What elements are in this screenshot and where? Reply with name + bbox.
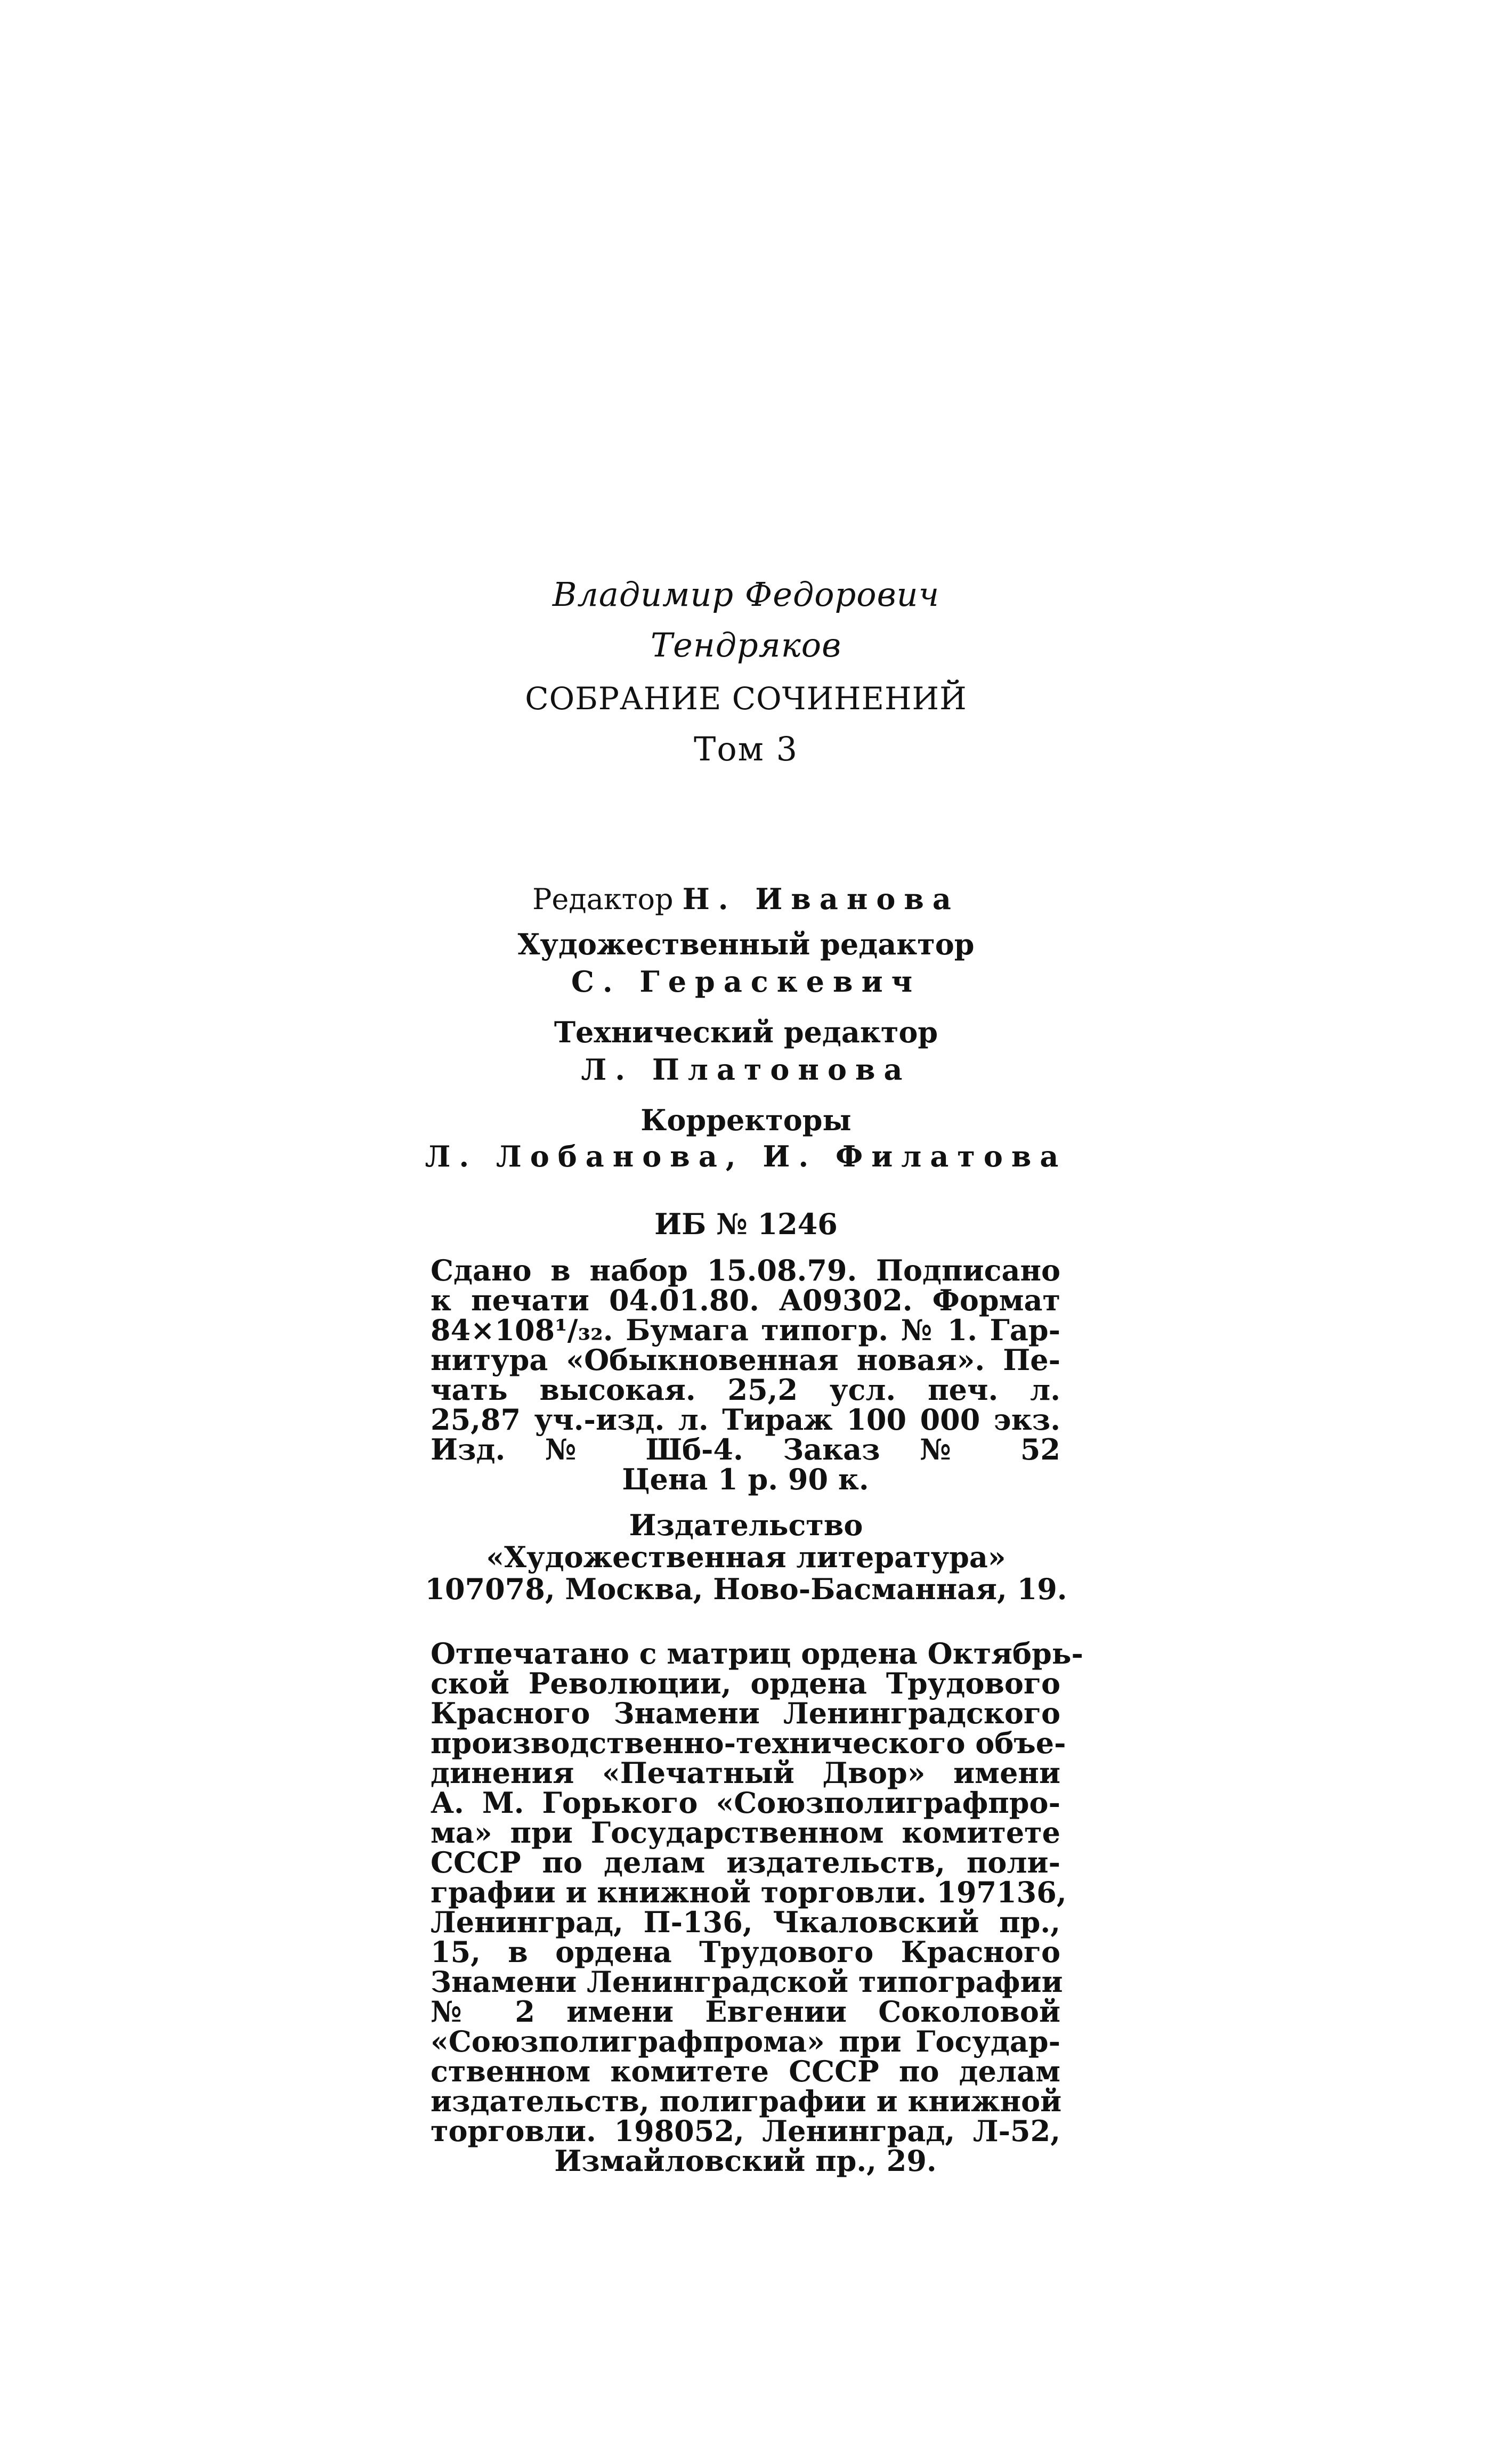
- proofreaders-names: Л. Лобанова, И. Филатова: [425, 1139, 1067, 1173]
- printer-line: Знамени Ленинградской типографии: [431, 1965, 1063, 1999]
- editor-credit: [0, 882, 1492, 916]
- series-title: СОБРАНИЕ СОЧИНЕНИЙ: [525, 680, 967, 717]
- imprint-line: нитура «Обыкновенная новая». Пе-: [431, 1343, 1060, 1377]
- imprint-line: Изд. № Шб-4. Заказ № 52: [431, 1432, 1060, 1466]
- imprint-line: Сдано в набор 15.08.79. Подписано: [431, 1253, 1060, 1287]
- author-surname: Тендряков: [650, 626, 842, 664]
- ib-number: ИБ № 1246: [654, 1207, 838, 1241]
- publisher-label: Издательство: [629, 1508, 863, 1542]
- printer-line: ма» при Государственном комитете: [431, 1815, 1060, 1850]
- printer-block: [431, 1636, 1083, 2178]
- printer-line: СССР по делам издательств, поли-: [431, 1845, 1060, 1879]
- printer-line: ской Революции, ордена Трудового: [431, 1666, 1060, 1700]
- printer-line: ственном комитете СССР по делам: [431, 2054, 1060, 2088]
- printer-line: Отпечатано с матриц ордена Октябрь-: [431, 1636, 1083, 1671]
- imprint-block: [431, 1255, 1060, 1494]
- printer-line: динения «Печатный Двор» имени: [431, 1756, 1060, 1790]
- printer-line: А. М. Горького «Союзполиграфпро-: [431, 1786, 1060, 1820]
- author-first-names: Владимир Федорович: [552, 575, 940, 614]
- printer-line: торговли. 198052, Ленинград, Л-52,: [431, 2114, 1060, 2148]
- printer-line: 15, в ордена Трудового Красного: [431, 1935, 1060, 1969]
- printer-line: «Союзполиграфпрома» при Государ-: [431, 2024, 1060, 2058]
- printer-line: Измайловский пр., 29.: [554, 2144, 937, 2178]
- printer-line: Красного Знамени Ленинградского: [431, 1696, 1060, 1730]
- tech-editor-name: Л. Платонова: [581, 1052, 911, 1087]
- art-editor-role: Художественный редактор: [517, 927, 975, 961]
- imprint-line: 84×108¹/₃₂. Бумага типогр. № 1. Гар-: [431, 1313, 1060, 1347]
- imprint-line: к печати 04.01.80. А09302. Формат: [431, 1283, 1060, 1317]
- tech-editor-role: Технический редактор: [554, 1015, 938, 1049]
- editor-name: Н. Иванова: [682, 882, 960, 916]
- editor-role: Редактор: [532, 882, 674, 916]
- printer-line: производственно-технического объе-: [431, 1726, 1066, 1760]
- imprint-line: чать высокая. 25,2 усл. печ. л.: [431, 1373, 1060, 1407]
- proofreaders-role: Корректоры: [640, 1103, 852, 1137]
- printer-line: Ленинград, П-136, Чкаловский пр.,: [431, 1905, 1060, 1939]
- imprint-line: 25,87 уч.-изд. л. Тираж 100 000 экз.: [431, 1403, 1060, 1437]
- printer-line: графии и книжной торговли. 197136,: [431, 1875, 1067, 1909]
- printer-line: издательств, полиграфии и книжной: [431, 2084, 1062, 2118]
- printer-line: № 2 имени Евгении Соколовой: [431, 1995, 1060, 2029]
- volume-number: Том 3: [693, 730, 799, 768]
- publisher-address: 107078, Москва, Ново-Басманная, 19.: [425, 1572, 1067, 1606]
- publisher-name: «Художественная литература»: [486, 1540, 1006, 1574]
- art-editor-name: С. Гераскевич: [571, 964, 921, 999]
- price-line: Цена 1 р. 90 к.: [622, 1462, 869, 1496]
